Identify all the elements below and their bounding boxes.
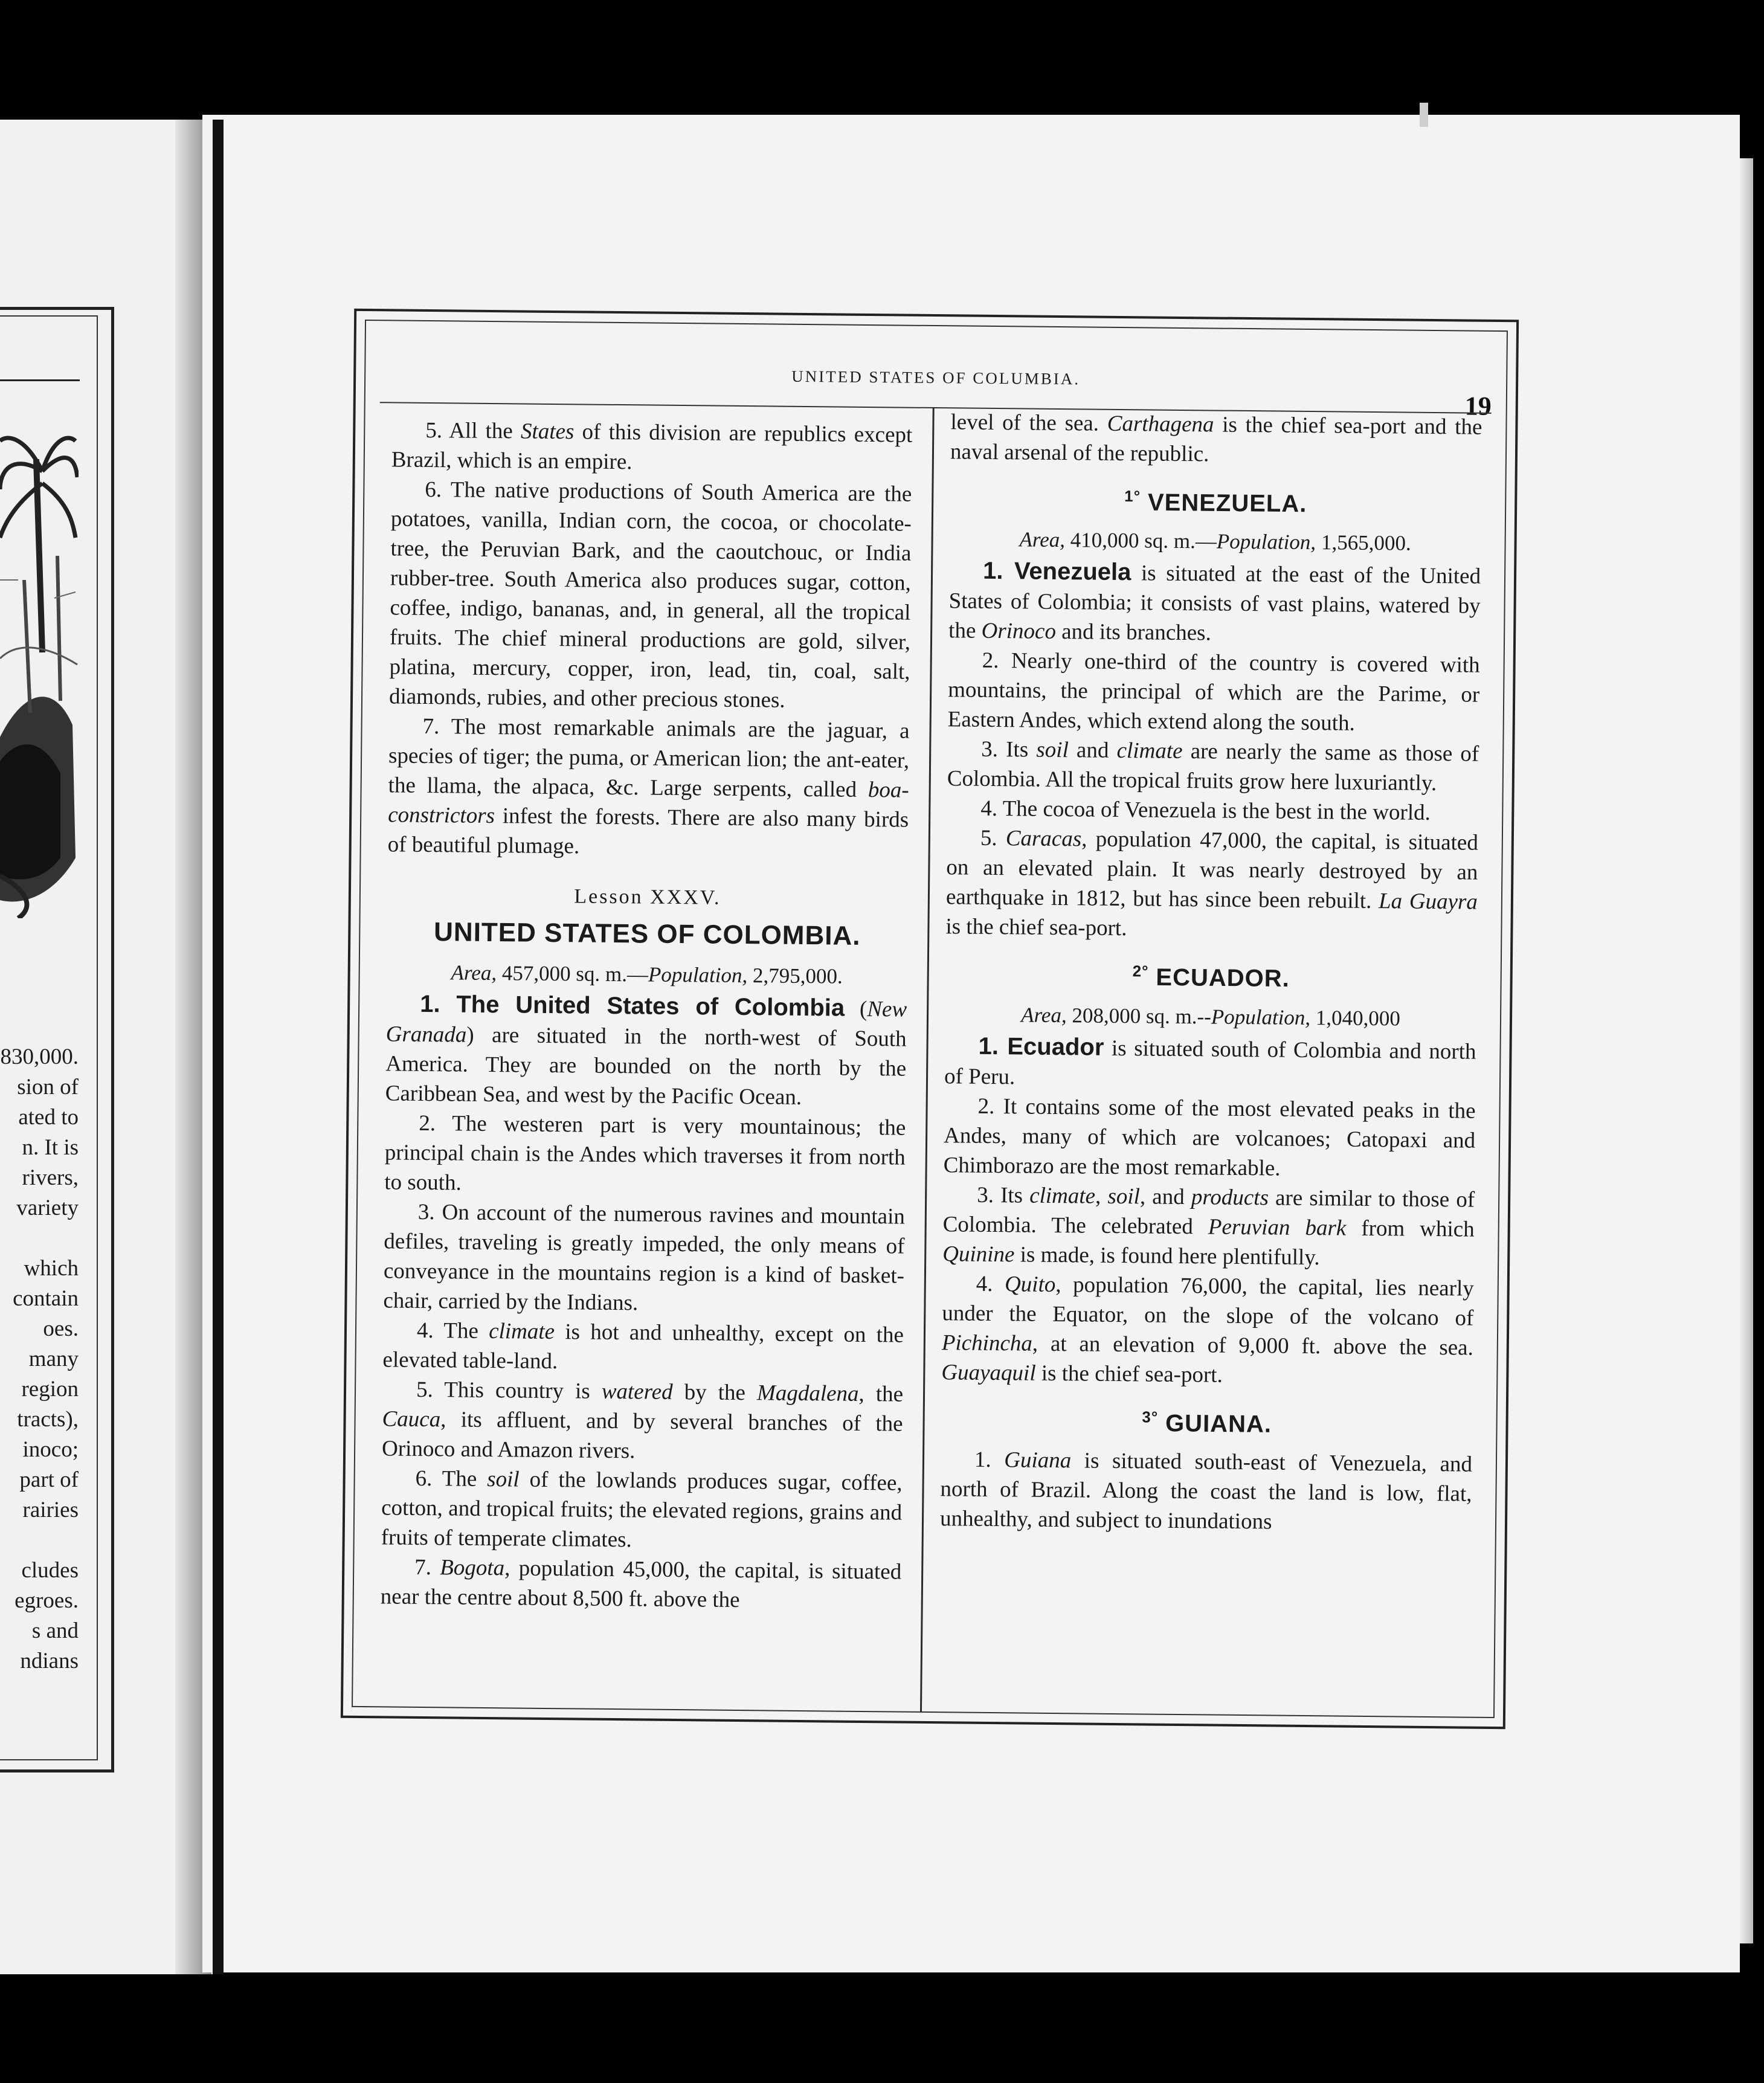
book-gutter	[213, 120, 224, 1974]
left-page-line: sion of	[17, 1075, 79, 1099]
paragraph: 2. The westeren part is very mountainous; the principal chain is the Andes which traverses it from north to south.	[384, 1110, 906, 1196]
left-page-line: s and	[31, 1618, 79, 1643]
left-page-rule	[0, 379, 80, 381]
paragraph: 6. The native productions of South America are the potatoes, vanilla, Indian corn, the cocoa, or chocolate-tree, the Peruvian Bark, and the caoutchouc, or India rubber-tree. South America also produces sugar, cotton, coffee, indigo, bananas, and, in general, all the tropical fruits. The chief mineral productions are gold, silver, platina, mercury, copper, iron, lead, tin, coal, salt, diamonds, rubies, and other precious stones.	[388, 477, 912, 713]
left-page-line: cludes	[21, 1558, 79, 1583]
left-page-text	[0, 1042, 79, 1676]
left-page-line: n. It is	[22, 1135, 79, 1160]
page-number: 19	[1464, 391, 1492, 421]
paragraph: 4. Quito, population 76,000, the capital, lies nearly under the Equator, on the slope of the volcano of Pichincha, at an elevation of 9,000 ft. above the sea. Guayaquil is the chief sea-port.	[941, 1271, 1474, 1388]
content-frame	[341, 309, 1519, 1729]
paragraph: 4. The cocoa of Venezuela is the best in the world.	[980, 796, 1431, 826]
left-page-line	[0, 1525, 79, 1556]
left-page-line: region	[21, 1377, 79, 1402]
paragraph: 1. Venezuela is situated at the east of the United States of Colombia; it consists of vast plains, watered by the Orinoco and its branches.	[948, 558, 1481, 646]
running-head: UNITED STATES OF COLUMBIA.	[791, 367, 1081, 388]
left-page-line: which	[24, 1256, 79, 1281]
left-page-line: ndians	[20, 1649, 79, 1673]
paragraph: 7. Bogota, population 45,000, the capital, is situated near the centre about 8,500 ft. above the	[380, 1554, 902, 1613]
paragraph: 1. The United States of Colombia (New Granada) are situated in the north-west of South America. They are bounded on the north by the Caribbean Sea, and west by the Pacific Ocean.	[385, 990, 907, 1110]
paragraph: 3. On account of the numerous ravines and mountain defiles, traveling is greatly impeded, the only means of conveyance in the mountains region is a kind of basket-chair, carried by the Indians.	[383, 1199, 906, 1316]
left-page-line: tracts),	[17, 1407, 79, 1432]
section-title: UNITED STATES OF COLOMBIA.	[433, 917, 861, 951]
section-title-ecuador: $^{2^\circ}$ ECUADOR.	[1132, 962, 1290, 993]
paragraph: 3. Its soil and climate are nearly the same as those of Colombia. All the tropical fruits grow here luxuriantly.	[947, 737, 1479, 796]
lesson-label: Lesson XXXV.	[574, 885, 721, 909]
paragraph: 5. Caracas, population 47,000, the capital, is situated on an elevated plain. It was nearly destroyed by an earthquake in 1812, but has since been rebuilt. La Guayra is the chief sea-port.	[945, 826, 1479, 941]
area-population: Area, 208,000 sq. m.--Population, 1,040,000	[1021, 1003, 1401, 1031]
section-title-venezuela: $^{1^\circ}$ VENEZUELA.	[1124, 487, 1307, 518]
left-page-line: rivers,	[22, 1165, 79, 1190]
paragraph: 3. Its climate, soil, and products are similar to those of Colombia. The celebrated Peruvian bark from which Quinine is made, is found here plentifully.	[942, 1182, 1475, 1270]
left-page-line: inoco;	[22, 1437, 79, 1462]
left-page-line: egroes.	[14, 1588, 79, 1613]
left-page-line: part of	[19, 1467, 79, 1492]
left-page-line: rairies	[22, 1498, 79, 1522]
left-page-line: contain	[13, 1286, 79, 1311]
area-population: Area, 410,000 sq. m.—Population, 1,565,000.	[1019, 527, 1411, 555]
left-page-line: oes.	[43, 1316, 79, 1341]
left-page-line: many	[28, 1347, 79, 1371]
right-column	[940, 407, 1482, 1538]
paragraph: 5. All the States of this division are republics except Brazil, which is an empire.	[391, 417, 913, 475]
paragraph: 1. Ecuador is situated south of Colombia and north of Peru.	[944, 1032, 1476, 1090]
palm-illustration	[0, 399, 79, 918]
paragraph: 6. The soil of the lowlands produces sugar, coffee, cotton, and tropical fruits; the elevated regions, grains and fruits of temperate climates.	[381, 1466, 903, 1553]
paragraph: level of the sea. Carthagena is the chief sea-port and the naval arsenal of the republic.	[950, 410, 1482, 467]
left-page-line	[0, 1223, 79, 1254]
paragraph: 7. The most remarkable animals are the jaguar, a species of tiger; the puma, or American lion; the ant-eater, the llama, the alpaca, &c. Large serpents, called boa-constrictors infest the forests. There are also many birds of beautiful plumage.	[387, 713, 910, 859]
left-page-line: variety	[16, 1196, 79, 1220]
scan-speck	[1420, 103, 1428, 127]
section-title-guiana: $^{3^\circ}$ GUIANA.	[1142, 1408, 1272, 1438]
paragraph: 1. Guiana is situated south-east of Venezuela, and north of Brazil. Along the coast the land is low, flat, unhealthy, and subject to inundations	[939, 1447, 1473, 1534]
page-edge	[1740, 158, 1753, 1943]
left-page-line: 830,000.	[0, 1045, 79, 1069]
paragraph: 5. This country is watered by the Magdalena, the Cauca, its affluent, and by several branches of the Orinoco and Amazon rivers.	[381, 1377, 904, 1464]
left-page-line: ated to	[18, 1105, 79, 1130]
paragraph: 2. It contains some of the most elevated peaks in the Andes, many of which are volcanoes; Catopaxi and Chimborazo are the most remarkable.	[943, 1093, 1476, 1181]
left-column	[381, 415, 913, 1616]
paragraph: 4. The climate is hot and unhealthy, except on the elevated table-land.	[382, 1318, 904, 1374]
paragraph: 2. Nearly one-third of the country is covered with mountains, the principal of which are the Parime, or Eastern Andes, which extend along the south.	[947, 648, 1480, 736]
area-population: Area, 457,000 sq. m.—Population, 2,795,000.	[451, 961, 843, 988]
